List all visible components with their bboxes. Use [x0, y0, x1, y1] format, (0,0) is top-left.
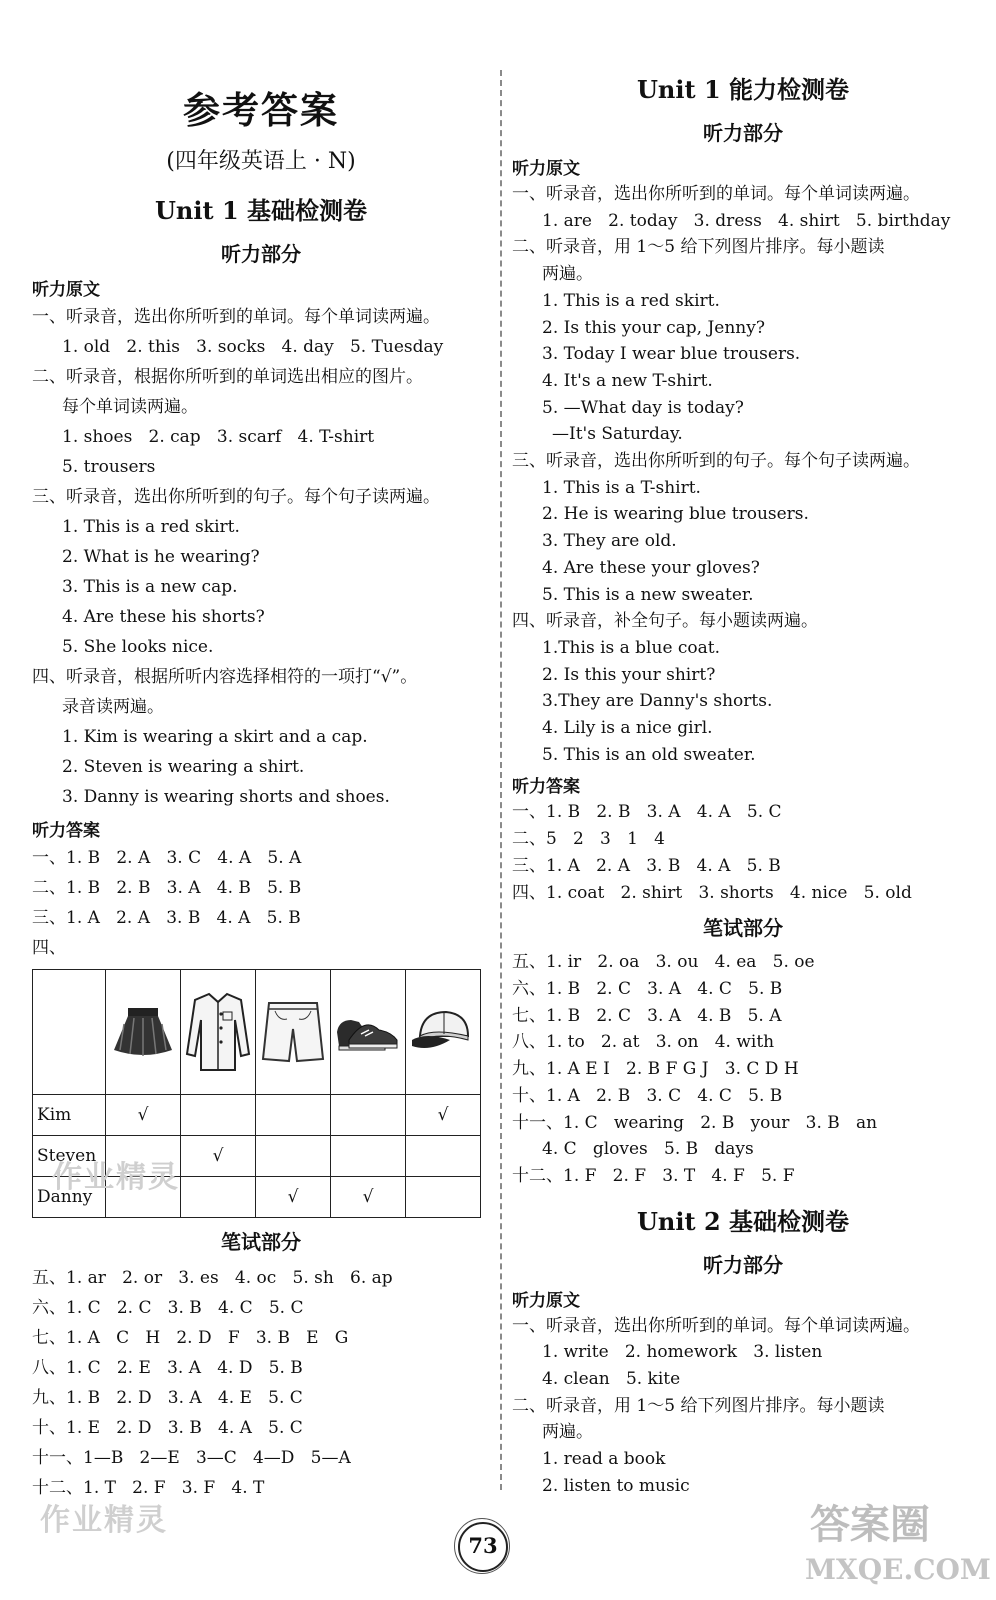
answer-line: 十、1. A 2. B 3. C 4. C 5. B	[512, 1085, 783, 1106]
answer-line: 1. This is a red skirt.	[542, 290, 720, 311]
check-cell	[181, 1177, 256, 1218]
section-label: 听力原文	[32, 280, 100, 300]
answer-line: 八、1. C 2. E 3. A 4. D 5. B	[32, 1358, 303, 1378]
section-label: 听力原文	[512, 159, 580, 179]
answer-line: 十、1. E 2. D 3. B 4. A 5. C	[32, 1418, 303, 1438]
answer-line: 5. trousers	[62, 457, 156, 477]
unit-title: Unit 1 能力检测卷	[637, 75, 849, 104]
answer-line: 2. He is wearing blue trousers.	[542, 504, 809, 525]
check-cell	[331, 1136, 406, 1177]
answer-line: 1. write 2. homework 3. listen	[542, 1342, 823, 1363]
watermark: 作业精灵	[40, 1503, 168, 1538]
watermark: 作业精灵	[52, 1160, 180, 1195]
question-heading: 一、听录音，选出你所听到的单词。每个单词读两遍。	[512, 184, 920, 204]
answer-line: 五、1. ir 2. oa 3. ou 4. ea 5. oe	[512, 952, 815, 973]
answer-line: 5. —What day is today?	[542, 397, 744, 418]
section-title: 听力部分	[703, 1252, 783, 1277]
check-cell: √	[331, 1177, 406, 1218]
section-title: 笔试部分	[221, 1230, 301, 1254]
answer-line: 七、1. B 2. C 3. A 4. B 5. A	[512, 1005, 782, 1026]
check-cell: √	[406, 1095, 481, 1136]
check-cell: √	[106, 1095, 181, 1136]
answer-line: 十二、1. F 2. F 3. T 4. F 5. F	[512, 1165, 795, 1186]
answer-line: 1. This is a red skirt.	[62, 517, 240, 537]
student-name: Steven	[33, 1136, 106, 1177]
column-divider	[500, 70, 502, 1490]
answer-line: 六、1. C 2. C 3. B 4. C 5. C	[32, 1298, 304, 1318]
right-column	[512, 62, 974, 1500]
student-name: Kim	[33, 1095, 106, 1136]
answer-line: —It's Saturday.	[552, 424, 683, 445]
answer-line: 一、1. B 2. A 3. C 4. A 5. A	[32, 848, 302, 868]
check-cell	[256, 1095, 331, 1136]
question-heading: 三、听录音，选出你所听到的句子。每个句子读两遍。	[32, 487, 440, 507]
answer-line: 十一、1—B 2—E 3—C 4—D 5—A	[32, 1448, 351, 1468]
answer-line: 4. It's a new T-shirt.	[542, 370, 713, 391]
answer-line: 1. are 2. today 3. dress 4. shirt 5. birthday	[542, 210, 951, 231]
answer-line: 4. Are these your gloves?	[542, 557, 760, 578]
check-cell	[406, 1177, 481, 1218]
answer-line: 四、1. coat 2. shirt 3. shorts 4. nice 5. old	[512, 882, 912, 903]
table-corner-cell	[33, 970, 106, 1095]
shorts-icon	[256, 970, 331, 1095]
question-heading: 四、听录音，根据所听内容选择相符的一项打“√”。	[32, 667, 418, 687]
student-name: Danny	[33, 1177, 106, 1218]
answer-line: 十二、1. T 2. F 3. F 4. T	[32, 1478, 265, 1498]
answer-line: 3. This is a new cap.	[62, 577, 238, 597]
answer-line: 六、1. B 2. C 3. A 4. C 5. B	[512, 978, 783, 999]
question-heading: 一、听录音，选出你所听到的单词。每个单词读两遍。	[512, 1315, 920, 1336]
answer-line: 二、1. B 2. B 3. A 4. B 5. B	[32, 878, 302, 898]
page-subtitle: (四年级英语上 · N)	[166, 149, 356, 174]
section-title: 听力部分	[703, 121, 783, 145]
answer-line: 5. This is an old sweater.	[542, 744, 756, 765]
answer-line: 三、1. A 2. A 3. B 4. A 5. B	[512, 855, 781, 876]
answer-line: 1. This is a T-shirt.	[542, 477, 701, 498]
answer-line: 2. Steven is wearing a shirt.	[62, 757, 305, 777]
shirt-icon	[181, 970, 256, 1095]
skirt-icon	[106, 970, 181, 1095]
answer-line: 七、1. A C H 2. D F 3. B E G	[32, 1328, 349, 1348]
question-heading: 二、听录音，用 1～5 给下列图片排序。每小题读	[512, 237, 885, 258]
answer-line: 3. Today I wear blue trousers.	[542, 344, 801, 365]
answer-line: 1. read a book	[542, 1449, 666, 1470]
check-cell	[331, 1095, 406, 1136]
section-label: 听力答案	[32, 821, 100, 841]
table-row	[33, 970, 481, 1095]
answer-line: 4. Lily is a nice girl.	[542, 718, 713, 739]
answer-line: 3. Danny is wearing shorts and shoes.	[62, 787, 390, 807]
unit-title: Unit 2 基础检测卷	[637, 1206, 849, 1236]
answer-line: 二、5 2 3 1 4	[512, 829, 665, 850]
site-url: MXQE.COM	[805, 1553, 991, 1586]
question-heading: 四、听录音，补全句子。每小题读两遍。	[512, 611, 818, 632]
answer-line: 2. Is this your cap, Jenny?	[542, 317, 765, 338]
answer-line: 4. clean 5. kite	[542, 1369, 681, 1390]
question-heading: 一、听录音，选出你所听到的单词。每个单词读两遍。	[32, 307, 440, 327]
cap-icon	[406, 970, 481, 1095]
question-heading: 二、听录音，根据你所听到的单词选出相应的图片。	[32, 367, 423, 387]
section-label: 听力答案	[512, 777, 580, 798]
unit-title: Unit 1 基础检测卷	[155, 196, 367, 225]
answer-line: 九、1. B 2. D 3. A 4. E 5. C	[32, 1388, 303, 1408]
answer-line: 2. listen to music	[542, 1475, 690, 1496]
question-heading-cont: 录音读两遍。	[62, 697, 164, 717]
answer-line: 5. She looks nice.	[62, 637, 214, 657]
answer-line: 一、1. B 2. B 3. A 4. A 5. C	[512, 802, 782, 823]
shoes-icon	[331, 970, 406, 1095]
answer-line: 十一、1. C wearing 2. B your 3. B an	[512, 1112, 878, 1133]
answer-line: 三、1. A 2. A 3. B 4. A 5. B	[32, 908, 301, 928]
table-row	[33, 1095, 481, 1136]
question-heading: 三、听录音，选出你所听到的句子。每个句子读两遍。	[512, 451, 920, 472]
answer-line: 1. old 2. this 3. socks 4. day 5. Tuesday	[62, 337, 444, 357]
answer-line: 3.They are Danny's shorts.	[542, 691, 773, 712]
left-column	[32, 62, 490, 1503]
section-title: 笔试部分	[703, 916, 783, 941]
question-heading: 二、听录音，用 1～5 给下列图片排序。每小题读	[512, 1395, 885, 1416]
answer-line: 四、	[32, 938, 66, 958]
question-heading-cont: 两遍。	[542, 1422, 593, 1443]
section-label: 听力原文	[512, 1290, 580, 1311]
check-cell: √	[181, 1136, 256, 1177]
section-title: 听力部分	[221, 242, 301, 266]
check-cell	[256, 1136, 331, 1177]
site-logo: 答案圈	[810, 1501, 930, 1548]
answer-line: 九、1. A E I 2. B F G J 3. C D H	[512, 1059, 799, 1080]
answer-line: 五、1. ar 2. or 3. es 4. oc 5. sh 6. ap	[32, 1268, 393, 1288]
answer-line: 4. C gloves 5. B days	[542, 1139, 754, 1160]
question-heading-cont: 每个单词读两遍。	[62, 397, 198, 417]
answer-line: 4. Are these his shorts?	[62, 607, 265, 627]
answer-line: 2. Is this your shirt?	[542, 664, 716, 685]
answer-line: 1. shoes 2. cap 3. scarf 4. T-shirt	[62, 427, 375, 447]
check-cell: √	[256, 1177, 331, 1218]
page-number: 73	[458, 1522, 508, 1572]
question-heading-cont: 两遍。	[542, 264, 593, 285]
answer-line: 八、1. to 2. at 3. on 4. with	[512, 1032, 775, 1053]
check-cell	[181, 1095, 256, 1136]
answer-line: 3. They are old.	[542, 531, 677, 552]
answer-line: 5. This is a new sweater.	[542, 584, 754, 605]
answer-line: 1.This is a blue coat.	[542, 637, 721, 658]
page-title: 参考答案	[183, 88, 339, 132]
answer-line: 2. What is he wearing?	[62, 547, 260, 567]
answer-line: 1. Kim is wearing a skirt and a cap.	[62, 727, 368, 747]
check-cell	[406, 1136, 481, 1177]
